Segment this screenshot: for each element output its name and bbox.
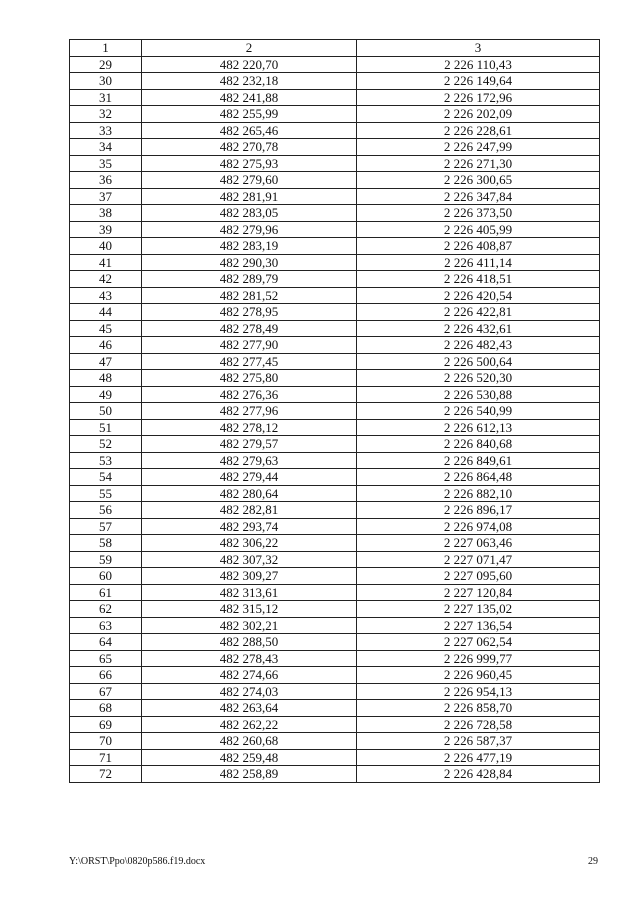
table-row (70, 469, 600, 486)
y-coordinate-cell: 2 226 172,96 (357, 89, 600, 106)
y-coordinate-cell: 2 226 271,30 (357, 155, 600, 172)
table-row (70, 518, 600, 535)
table-row (70, 353, 600, 370)
table-row (70, 419, 600, 436)
point-number-cell: 62 (70, 601, 142, 618)
y-coordinate-cell: 2 226 418,51 (357, 271, 600, 288)
column-header-2: 2 (142, 40, 357, 57)
y-coordinate-cell: 2 226 500,64 (357, 353, 600, 370)
point-number-cell: 30 (70, 73, 142, 90)
x-coordinate-cell: 482 278,12 (142, 419, 357, 436)
x-coordinate-cell: 482 263,64 (142, 700, 357, 717)
point-number-cell: 37 (70, 188, 142, 205)
x-coordinate-cell: 482 289,79 (142, 271, 357, 288)
y-coordinate-cell: 2 226 373,50 (357, 205, 600, 222)
table-row (70, 386, 600, 403)
y-coordinate-cell: 2 226 974,08 (357, 518, 600, 535)
point-number-cell: 68 (70, 700, 142, 717)
table-row (70, 188, 600, 205)
table-row (70, 271, 600, 288)
point-number-cell: 36 (70, 172, 142, 189)
table-row (70, 683, 600, 700)
point-number-cell: 60 (70, 568, 142, 585)
y-coordinate-cell: 2 226 728,58 (357, 716, 600, 733)
point-number-cell: 52 (70, 436, 142, 453)
x-coordinate-cell: 482 288,50 (142, 634, 357, 651)
x-coordinate-cell: 482 274,66 (142, 667, 357, 684)
table-row (70, 337, 600, 354)
point-number-cell: 50 (70, 403, 142, 420)
point-number-cell: 69 (70, 716, 142, 733)
table-row (70, 551, 600, 568)
y-coordinate-cell: 2 227 095,60 (357, 568, 600, 585)
x-coordinate-cell: 482 278,43 (142, 650, 357, 667)
x-coordinate-cell: 482 281,52 (142, 287, 357, 304)
point-number-cell: 35 (70, 155, 142, 172)
x-coordinate-cell: 482 306,22 (142, 535, 357, 552)
y-coordinate-cell: 2 227 062,54 (357, 634, 600, 651)
x-coordinate-cell: 482 280,64 (142, 485, 357, 502)
table-row (70, 172, 600, 189)
point-number-cell: 39 (70, 221, 142, 238)
point-number-cell: 55 (70, 485, 142, 502)
table-row (70, 584, 600, 601)
point-number-cell: 67 (70, 683, 142, 700)
point-number-cell: 63 (70, 617, 142, 634)
x-coordinate-cell: 482 265,46 (142, 122, 357, 139)
point-number-cell: 29 (70, 56, 142, 73)
x-coordinate-cell: 482 290,30 (142, 254, 357, 271)
point-number-cell: 66 (70, 667, 142, 684)
x-coordinate-cell: 482 309,27 (142, 568, 357, 585)
table-row (70, 667, 600, 684)
footer-page-number: 29 (588, 856, 598, 867)
point-number-cell: 42 (70, 271, 142, 288)
y-coordinate-cell: 2 226 530,88 (357, 386, 600, 403)
table-header-row (70, 40, 600, 57)
table-row (70, 733, 600, 750)
point-number-cell: 32 (70, 106, 142, 123)
point-number-cell: 65 (70, 650, 142, 667)
y-coordinate-cell: 2 227 063,46 (357, 535, 600, 552)
y-coordinate-cell: 2 226 228,61 (357, 122, 600, 139)
table-row (70, 452, 600, 469)
y-coordinate-cell: 2 226 520,30 (357, 370, 600, 387)
table-row (70, 650, 600, 667)
x-coordinate-cell: 482 315,12 (142, 601, 357, 618)
y-coordinate-cell: 2 226 110,43 (357, 56, 600, 73)
y-coordinate-cell: 2 226 347,84 (357, 188, 600, 205)
x-coordinate-cell: 482 283,19 (142, 238, 357, 255)
point-number-cell: 44 (70, 304, 142, 321)
y-coordinate-cell: 2 226 999,77 (357, 650, 600, 667)
point-number-cell: 41 (70, 254, 142, 271)
point-number-cell: 71 (70, 749, 142, 766)
table-body (70, 56, 600, 782)
point-number-cell: 43 (70, 287, 142, 304)
table-row (70, 535, 600, 552)
point-number-cell: 58 (70, 535, 142, 552)
footer-file-path: Y:\ORST\Ppo\0820p586.f19.docx (69, 856, 206, 867)
table-row (70, 502, 600, 519)
x-coordinate-cell: 482 274,03 (142, 683, 357, 700)
point-number-cell: 64 (70, 634, 142, 651)
x-coordinate-cell: 482 313,61 (142, 584, 357, 601)
x-coordinate-cell: 482 260,68 (142, 733, 357, 750)
x-coordinate-cell: 482 277,90 (142, 337, 357, 354)
x-coordinate-cell: 482 281,91 (142, 188, 357, 205)
point-number-cell: 45 (70, 320, 142, 337)
y-coordinate-cell: 2 226 954,13 (357, 683, 600, 700)
table-row (70, 370, 600, 387)
table-row (70, 749, 600, 766)
table-row (70, 601, 600, 618)
table-row (70, 122, 600, 139)
y-coordinate-cell: 2 226 858,70 (357, 700, 600, 717)
table-row (70, 403, 600, 420)
x-coordinate-cell: 482 241,88 (142, 89, 357, 106)
y-coordinate-cell: 2 227 071,47 (357, 551, 600, 568)
x-coordinate-cell: 482 282,81 (142, 502, 357, 519)
y-coordinate-cell: 2 227 120,84 (357, 584, 600, 601)
point-number-cell: 31 (70, 89, 142, 106)
y-coordinate-cell: 2 226 149,64 (357, 73, 600, 90)
y-coordinate-cell: 2 226 411,14 (357, 254, 600, 271)
y-coordinate-cell: 2 226 202,09 (357, 106, 600, 123)
x-coordinate-cell: 482 220,70 (142, 56, 357, 73)
y-coordinate-cell: 2 226 422,81 (357, 304, 600, 321)
point-number-cell: 56 (70, 502, 142, 519)
y-coordinate-cell: 2 226 428,84 (357, 766, 600, 783)
table-row (70, 205, 600, 222)
table-row (70, 568, 600, 585)
y-coordinate-cell: 2 226 896,17 (357, 502, 600, 519)
y-coordinate-cell: 2 226 482,43 (357, 337, 600, 354)
point-number-cell: 48 (70, 370, 142, 387)
column-header-3: 3 (357, 40, 600, 57)
table-row (70, 139, 600, 156)
column-header-1: 1 (70, 40, 142, 57)
table-row (70, 56, 600, 73)
x-coordinate-cell: 482 278,95 (142, 304, 357, 321)
point-number-cell: 33 (70, 122, 142, 139)
table-row (70, 485, 600, 502)
table-row (70, 617, 600, 634)
x-coordinate-cell: 482 232,18 (142, 73, 357, 90)
point-number-cell: 49 (70, 386, 142, 403)
y-coordinate-cell: 2 226 405,99 (357, 221, 600, 238)
x-coordinate-cell: 482 293,74 (142, 518, 357, 535)
point-number-cell: 59 (70, 551, 142, 568)
x-coordinate-cell: 482 302,21 (142, 617, 357, 634)
y-coordinate-cell: 2 227 135,02 (357, 601, 600, 618)
y-coordinate-cell: 2 226 882,10 (357, 485, 600, 502)
y-coordinate-cell: 2 226 587,37 (357, 733, 600, 750)
y-coordinate-cell: 2 226 432,61 (357, 320, 600, 337)
y-coordinate-cell: 2 226 247,99 (357, 139, 600, 156)
x-coordinate-cell: 482 259,48 (142, 749, 357, 766)
y-coordinate-cell: 2 226 420,54 (357, 287, 600, 304)
x-coordinate-cell: 482 278,49 (142, 320, 357, 337)
x-coordinate-cell: 482 277,45 (142, 353, 357, 370)
table-row (70, 221, 600, 238)
x-coordinate-cell: 482 283,05 (142, 205, 357, 222)
x-coordinate-cell: 482 279,60 (142, 172, 357, 189)
table-row (70, 766, 600, 783)
table-row (70, 238, 600, 255)
point-number-cell: 40 (70, 238, 142, 255)
y-coordinate-cell: 2 226 300,65 (357, 172, 600, 189)
x-coordinate-cell: 482 277,96 (142, 403, 357, 420)
y-coordinate-cell: 2 226 408,87 (357, 238, 600, 255)
point-number-cell: 72 (70, 766, 142, 783)
y-coordinate-cell: 2 226 612,13 (357, 419, 600, 436)
table-row (70, 287, 600, 304)
table-row (70, 320, 600, 337)
x-coordinate-cell: 482 307,32 (142, 551, 357, 568)
y-coordinate-cell: 2 226 477,19 (357, 749, 600, 766)
table-row (70, 304, 600, 321)
table-row (70, 106, 600, 123)
x-coordinate-cell: 482 279,44 (142, 469, 357, 486)
point-number-cell: 53 (70, 452, 142, 469)
x-coordinate-cell: 482 262,22 (142, 716, 357, 733)
point-number-cell: 38 (70, 205, 142, 222)
y-coordinate-cell: 2 226 960,45 (357, 667, 600, 684)
x-coordinate-cell: 482 279,96 (142, 221, 357, 238)
table-row (70, 254, 600, 271)
table-row (70, 89, 600, 106)
point-number-cell: 54 (70, 469, 142, 486)
table-row (70, 436, 600, 453)
x-coordinate-cell: 482 279,57 (142, 436, 357, 453)
point-number-cell: 51 (70, 419, 142, 436)
point-number-cell: 57 (70, 518, 142, 535)
point-number-cell: 70 (70, 733, 142, 750)
x-coordinate-cell: 482 270,78 (142, 139, 357, 156)
x-coordinate-cell: 482 255,99 (142, 106, 357, 123)
point-number-cell: 46 (70, 337, 142, 354)
x-coordinate-cell: 482 275,80 (142, 370, 357, 387)
x-coordinate-cell: 482 279,63 (142, 452, 357, 469)
table-row (70, 73, 600, 90)
table-row (70, 716, 600, 733)
point-number-cell: 34 (70, 139, 142, 156)
y-coordinate-cell: 2 226 540,99 (357, 403, 600, 420)
table-row (70, 634, 600, 651)
table-row (70, 700, 600, 717)
point-number-cell: 47 (70, 353, 142, 370)
y-coordinate-cell: 2 226 849,61 (357, 452, 600, 469)
table-row (70, 155, 600, 172)
y-coordinate-cell: 2 226 840,68 (357, 436, 600, 453)
y-coordinate-cell: 2 227 136,54 (357, 617, 600, 634)
x-coordinate-cell: 482 276,36 (142, 386, 357, 403)
point-number-cell: 61 (70, 584, 142, 601)
coordinates-table (69, 39, 600, 783)
x-coordinate-cell: 482 275,93 (142, 155, 357, 172)
y-coordinate-cell: 2 226 864,48 (357, 469, 600, 486)
x-coordinate-cell: 482 258,89 (142, 766, 357, 783)
